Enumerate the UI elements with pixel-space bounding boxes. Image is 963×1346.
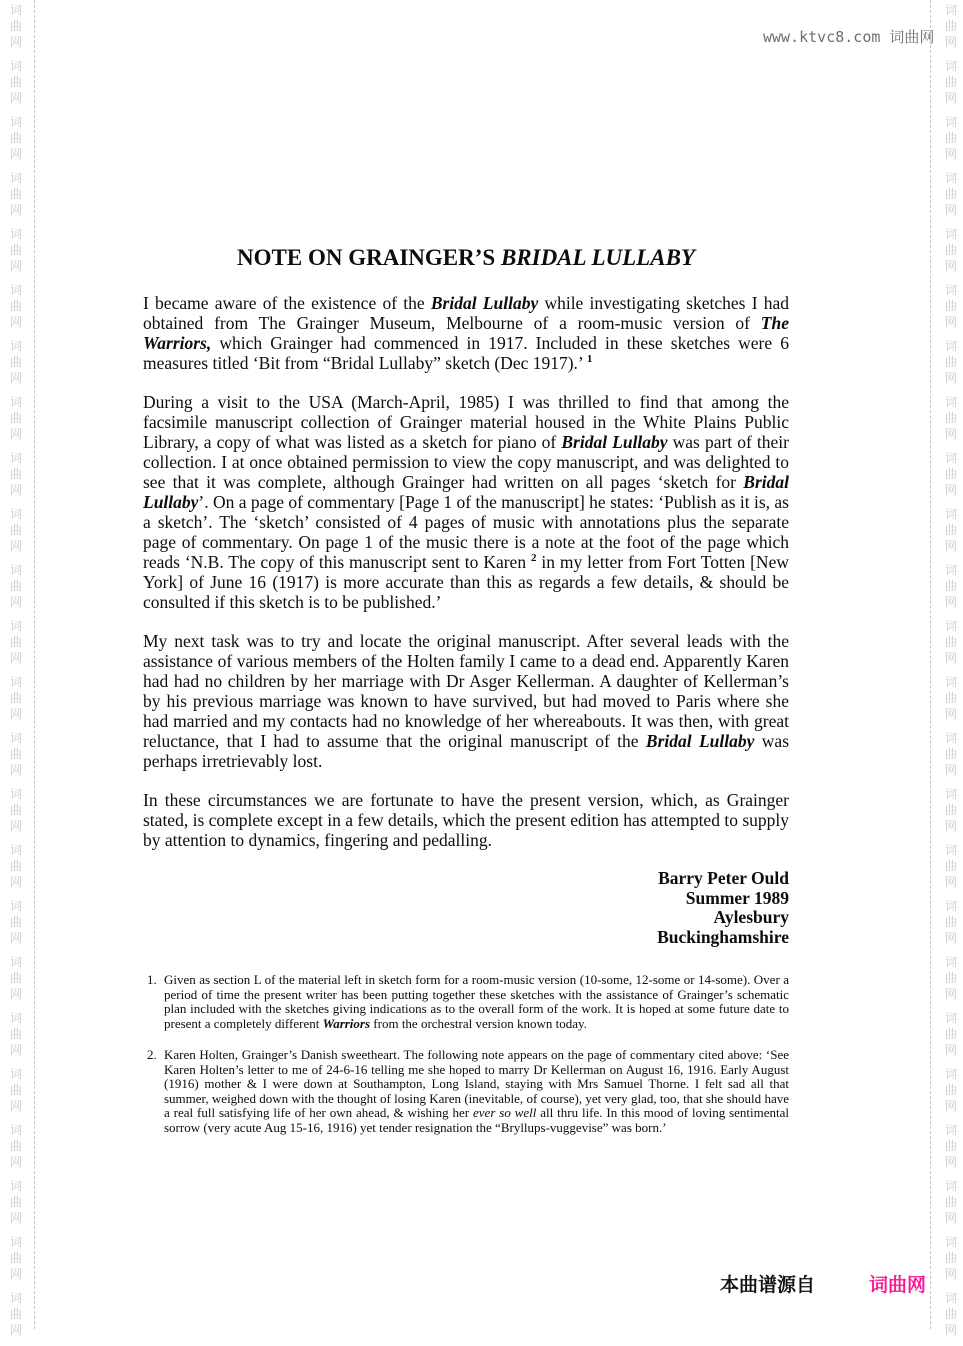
watermark-group: [4, 730, 28, 778]
watermark-char: 词: [9, 3, 22, 17]
watermark-char: 曲: [9, 1083, 22, 1097]
watermark-char: 曲: [9, 1139, 22, 1153]
watermark-char: 网: [944, 931, 957, 945]
watermark-group: [939, 730, 963, 778]
watermark-char: 词: [9, 507, 22, 521]
watermark-group: [939, 1290, 963, 1338]
text-segment: was part of their collection. I at once obtained permission to view the copy manuscript, and was delighted to see that it was complete, although Grainger had written on all pages ‘sketch for: [143, 432, 789, 492]
watermark-char: 词: [944, 563, 957, 577]
watermark-char: 词: [944, 731, 957, 745]
watermark-char: 曲: [9, 691, 22, 705]
watermark-group: [939, 58, 963, 106]
watermark-char: 词: [9, 843, 22, 857]
watermark-group: [939, 1066, 963, 1114]
watermark-char: 词: [9, 787, 22, 801]
watermark-char: 网: [9, 259, 22, 273]
footnote: [147, 973, 789, 1031]
watermark-char: 网: [9, 875, 22, 889]
watermark-char: 词: [944, 115, 957, 129]
watermark-char: 网: [9, 315, 22, 329]
right-dashed-divider: [930, 0, 931, 1329]
watermark-char: 网: [944, 1267, 957, 1281]
watermark-group: [4, 226, 28, 274]
watermark-char: 曲: [944, 131, 957, 145]
footer-credit: [720, 1270, 926, 1297]
watermark-char: 网: [944, 987, 957, 1001]
watermark-char: 词: [944, 171, 957, 185]
watermark-char: 词: [944, 619, 957, 633]
watermark-group: [939, 394, 963, 442]
watermark-char: 词: [944, 787, 957, 801]
watermark-char: 词: [9, 1011, 22, 1025]
watermark-char: 词: [944, 3, 957, 17]
watermark-char: 网: [944, 1155, 957, 1169]
text-segment: NOTE ON GRAINGER’S: [237, 245, 501, 270]
paragraph: [143, 293, 789, 373]
watermark-char: 词: [944, 1179, 957, 1193]
paragraphs: [143, 293, 789, 850]
watermark-char: 网: [944, 259, 957, 273]
watermark-char: 曲: [944, 1027, 957, 1041]
watermark-group: [4, 1234, 28, 1282]
watermark-group: [939, 2, 963, 50]
watermark-char: 网: [9, 1099, 22, 1113]
watermark-char: 词: [944, 283, 957, 297]
watermark-group: [4, 2, 28, 50]
watermark-char: 词: [9, 115, 22, 129]
watermark-char: 曲: [944, 19, 957, 33]
watermark-char: 网: [944, 539, 957, 553]
text-segment: in my letter from Fort Totten [New York] of June 16 (1917) is more accurate than this as regards a few details, & should be consulted if this sketch is to be published.’: [143, 552, 789, 612]
paragraph: [143, 790, 789, 850]
watermark-char: 曲: [944, 915, 957, 929]
watermark-group: [4, 282, 28, 330]
watermark-char: 网: [944, 1323, 957, 1337]
watermark-char: 网: [9, 1211, 22, 1225]
watermark-char: 词: [9, 1123, 22, 1137]
watermark-char: 曲: [944, 635, 957, 649]
watermark-char: 曲: [9, 131, 22, 145]
watermark-char: 曲: [944, 467, 957, 481]
text-segment: Bridal Lullaby: [143, 472, 789, 512]
watermark-char: 词: [9, 283, 22, 297]
watermark-char: 网: [9, 651, 22, 665]
text-segment: from the orchestral version known today.: [370, 1015, 587, 1031]
watermark-group: [939, 954, 963, 1002]
watermark-char: 网: [9, 987, 22, 1001]
text-segment: Warriors: [322, 1015, 371, 1031]
watermark-char: 网: [944, 1099, 957, 1113]
watermark-char: 网: [944, 1043, 957, 1057]
watermark-char: 曲: [9, 915, 22, 929]
watermark-char: 网: [944, 203, 957, 217]
watermark-char: 词: [9, 227, 22, 241]
text-segment: all thru life. In this mood of loving sentimental sorrow (very acute Aug 15-16, 1916) yet tender resignation the “Bryllups-vuggevise” was born.’: [164, 1105, 790, 1135]
watermark-group: [4, 450, 28, 498]
source-credit-label: 本曲谱源自: [720, 1274, 816, 1296]
watermark-char: 曲: [9, 747, 22, 761]
watermark-group: [939, 338, 963, 386]
footnote-reference: 1: [586, 353, 593, 366]
watermark-group: [939, 1010, 963, 1058]
watermark-char: 网: [9, 1155, 22, 1169]
footnote: [147, 1048, 789, 1135]
text-segment: Bridal Lullaby: [561, 432, 668, 452]
watermark-char: 网: [944, 91, 957, 105]
watermark-char: 曲: [944, 411, 957, 425]
watermark-group: [4, 1010, 28, 1058]
text-segment: ’. On a page of commentary [Page 1 of the manuscript] he states: ‘Publish as it is, as a sketch’. The ‘sketch’ consisted of 4 pages of music with annotations plus the separate page of commentary. On page 1 of the music there is a note at the foot of the page which reads ‘N.B. The copy of this manuscript sent to Karen: [143, 492, 789, 572]
watermark-char: 曲: [9, 187, 22, 201]
watermark-char: 曲: [9, 355, 22, 369]
text-segment: Given as section L of the material left in sketch form for a room-music version (10-some, 12-some or 14-some). Over a period of time the present writer has been putting together these sketches with the assistance of Grainger’s schematic plan included with the sketches giving indications as to the overall form of the work. It is hoped at some future date to present a completely different: [164, 972, 789, 1031]
watermark-char: 词: [944, 955, 957, 969]
watermark-char: 曲: [9, 523, 22, 537]
watermark-char: 词: [944, 507, 957, 521]
text-segment: Bridal Lullaby: [430, 293, 539, 313]
text-segment: During a visit to the USA (March-April, 1985) I was thrilled to find that among the facsimile manuscript collection of Grainger material housed in the White Plains Public Library, a copy of what was listed as a sketch for piano of: [143, 392, 789, 452]
watermark-char: 词: [9, 339, 22, 353]
watermark-char: 网: [9, 1043, 22, 1057]
text-segment: My next task was to try and locate the original manuscript. After several leads with the assistance of various members of the Holten family I came to a dead end. Apparently Karen had had no children by her marriage with Dr Asger Kellerman. A daughter of Kellerman’s by his previous marriage was known to have survived, but had moved to Paris where she had married and my contacts had no knowledge of her whereabouts. It was then, with great reluctance, that I had to assume that the original manuscript of the: [143, 631, 789, 751]
watermark-char: 曲: [9, 19, 22, 33]
watermark-char: 词: [944, 227, 957, 241]
watermark-char: 曲: [9, 411, 22, 425]
watermark-char: 网: [9, 595, 22, 609]
watermark-char: 网: [9, 203, 22, 217]
watermark-group: [4, 114, 28, 162]
watermark-char: 曲: [944, 1139, 957, 1153]
watermark-char: 曲: [9, 1251, 22, 1265]
watermark-group: [4, 506, 28, 554]
watermark-group: [939, 450, 963, 498]
watermark-group: [939, 842, 963, 890]
watermark-char: 网: [944, 315, 957, 329]
watermark-char: 词: [944, 1011, 957, 1025]
watermark-group: [4, 898, 28, 946]
watermark-char: 曲: [944, 1307, 957, 1321]
watermark-char: 词: [9, 395, 22, 409]
watermark-group: [939, 114, 963, 162]
watermark-char: 曲: [944, 243, 957, 257]
watermark-char: 曲: [9, 299, 22, 313]
watermark-group: [4, 170, 28, 218]
watermark-char: 网: [9, 91, 22, 105]
watermark-char: 网: [944, 707, 957, 721]
watermark-char: 曲: [944, 859, 957, 873]
watermark-char: 曲: [944, 1251, 957, 1265]
watermark-char: 网: [944, 595, 957, 609]
watermark-char: 词: [9, 675, 22, 689]
watermark-char: 网: [9, 931, 22, 945]
watermark-char: 词: [9, 899, 22, 913]
watermark-char: 词: [9, 59, 22, 73]
watermark-char: 网: [9, 35, 22, 49]
watermark-char: 词: [944, 395, 957, 409]
watermark-char: 曲: [9, 75, 22, 89]
text-segment: Karen Holten, Grainger’s Danish sweetheart. The following note appears on the page of commentary cited above: ‘See Karen Holten’s letter to me of 24-6-16 telling me she hoped to marry Dr Kellerman on August 16, 1916. Early August (1916) mother & I were down at Southampton, Long Island, staying with Mrs Samuel Thorne. I felt sad all that summer, weighed down with the thought of losing Karen (inevitable, of course), yet very glad, too, that she should have a real full satisfying life of her own ahead, & wishing her: [164, 1047, 789, 1120]
watermark-char: 网: [944, 35, 957, 49]
watermark-group: [939, 226, 963, 274]
watermark-group: [939, 786, 963, 834]
watermark-char: 曲: [9, 859, 22, 873]
watermark-char: 网: [9, 483, 22, 497]
watermark-char: 曲: [944, 355, 957, 369]
watermark-char: 词: [9, 1067, 22, 1081]
watermark-char: 词: [9, 1179, 22, 1193]
signature-line: Barry Peter Ould: [658, 868, 789, 888]
right-watermark-column: [939, 2, 963, 1346]
watermark-char: 网: [9, 1267, 22, 1281]
watermark-char: 网: [9, 707, 22, 721]
signature-line: Aylesbury: [713, 907, 789, 927]
paragraph: [143, 392, 789, 612]
footnotes: [147, 973, 789, 1152]
watermark-char: 词: [944, 843, 957, 857]
watermark-char: 曲: [9, 803, 22, 817]
watermark-group: [4, 58, 28, 106]
footnote-text: [164, 1048, 789, 1135]
watermark-char: 曲: [944, 187, 957, 201]
text-segment: I became aware of the existence of the: [143, 293, 431, 313]
watermark-group: [939, 898, 963, 946]
watermark-group: [939, 170, 963, 218]
watermark-char: 曲: [9, 467, 22, 481]
watermark-char: 网: [9, 427, 22, 441]
footnote-number: 1.: [147, 972, 157, 987]
watermark-char: 词: [9, 1235, 22, 1249]
watermark-char: 网: [944, 1211, 957, 1225]
watermark-char: 词: [944, 1067, 957, 1081]
watermark-char: 词: [9, 955, 22, 969]
watermark-group: [939, 1122, 963, 1170]
watermark-char: 词: [944, 899, 957, 913]
watermark-char: 曲: [9, 1307, 22, 1321]
text-segment: The Warriors,: [143, 313, 789, 353]
page-title: [143, 245, 789, 271]
watermark-group: [4, 674, 28, 722]
watermark-char: 曲: [9, 1195, 22, 1209]
watermark-char: 网: [944, 371, 957, 385]
watermark-group: [4, 562, 28, 610]
watermark-char: 词: [9, 1291, 22, 1305]
text-segment: was perhaps irretrievably lost.: [143, 731, 790, 771]
watermark-char: 词: [9, 619, 22, 633]
watermark-group: [4, 394, 28, 442]
watermark-char: 词: [9, 171, 22, 185]
watermark-char: 词: [944, 59, 957, 73]
watermark-char: 网: [944, 875, 957, 889]
watermark-char: 曲: [944, 971, 957, 985]
watermark-char: 曲: [944, 299, 957, 313]
watermark-group: [4, 786, 28, 834]
watermark-char: 词: [9, 451, 22, 465]
document-content: [143, 245, 789, 947]
watermark-group: [939, 618, 963, 666]
watermark-char: 词: [944, 451, 957, 465]
watermark-char: 网: [9, 1323, 22, 1337]
watermark-char: 曲: [944, 747, 957, 761]
watermark-char: 曲: [944, 803, 957, 817]
watermark-group: [939, 506, 963, 554]
watermark-char: 曲: [9, 579, 22, 593]
watermark-char: 曲: [9, 1027, 22, 1041]
signature-block: [143, 869, 789, 947]
watermark-char: 网: [944, 651, 957, 665]
watermark-char: 曲: [9, 635, 22, 649]
signature-line: Buckinghamshire: [657, 926, 789, 947]
footnote-text: [164, 973, 789, 1031]
watermark-char: 词: [944, 1235, 957, 1249]
signature-line: Summer 1989: [685, 887, 789, 908]
text-segment: ever so well: [473, 1105, 537, 1120]
text-segment: which Grainger had commenced in 1917. Included in these sketches were 6 measures titled ‘Bit from “Bridal Lullaby” sketch (Dec 1917).’: [143, 333, 789, 373]
watermark-char: 网: [9, 371, 22, 385]
site-name-watermark: 词曲网: [868, 1274, 926, 1296]
watermark-char: 曲: [9, 971, 22, 985]
watermark-group: [4, 338, 28, 386]
watermark-group: [4, 842, 28, 890]
watermark-char: 曲: [944, 1083, 957, 1097]
watermark-group: [4, 1290, 28, 1338]
watermark-char: 曲: [944, 523, 957, 537]
text-segment: In these circumstances we are fortunate to have the present version, which, as Grainger stated, is complete except in a few details, which the present edition has attempted to supply by attention to dynamics, fingering and pedalling.: [143, 790, 789, 850]
watermark-char: 网: [944, 763, 957, 777]
watermark-char: 网: [9, 819, 22, 833]
watermark-char: 网: [9, 147, 22, 161]
watermark-group: [939, 674, 963, 722]
watermark-char: 网: [944, 819, 957, 833]
watermark-char: 词: [9, 563, 22, 577]
watermark-char: 网: [944, 147, 957, 161]
watermark-char: 曲: [9, 243, 22, 257]
watermark-char: 词: [9, 731, 22, 745]
watermark-group: [939, 562, 963, 610]
watermark-char: 曲: [944, 1195, 957, 1209]
watermark-char: 曲: [944, 691, 957, 705]
footnote-reference: 2: [530, 552, 537, 565]
text-segment: while investigating sketches I had obtained from The Grainger Museum, Melbourne of a room-music version of: [143, 293, 790, 333]
footnote-number: 2.: [147, 1047, 157, 1062]
site-url-watermark: www.ktvc8.com 词曲网: [763, 28, 935, 46]
watermark-char: 网: [944, 427, 957, 441]
watermark-group: [4, 1066, 28, 1114]
watermark-group: [939, 282, 963, 330]
text-segment: BRIDAL LULLABY: [500, 245, 695, 270]
watermark-group: [4, 1178, 28, 1226]
watermark-group: [939, 1178, 963, 1226]
watermark-char: 词: [944, 339, 957, 353]
watermark-char: 词: [944, 1123, 957, 1137]
watermark-char: 词: [944, 1291, 957, 1305]
watermark-group: [4, 618, 28, 666]
text-segment: Bridal Lullaby: [645, 731, 755, 751]
left-watermark-column: [4, 2, 28, 1346]
watermark-group: [4, 1122, 28, 1170]
watermark-group: [4, 954, 28, 1002]
watermark-char: 网: [944, 483, 957, 497]
watermark-char: 网: [9, 539, 22, 553]
watermark-group: [939, 1234, 963, 1282]
watermark-char: 曲: [944, 579, 957, 593]
paragraph: [143, 631, 789, 771]
watermark-char: 网: [9, 763, 22, 777]
watermark-char: 词: [944, 675, 957, 689]
watermark-char: 曲: [944, 75, 957, 89]
left-dashed-divider: [34, 0, 35, 1329]
